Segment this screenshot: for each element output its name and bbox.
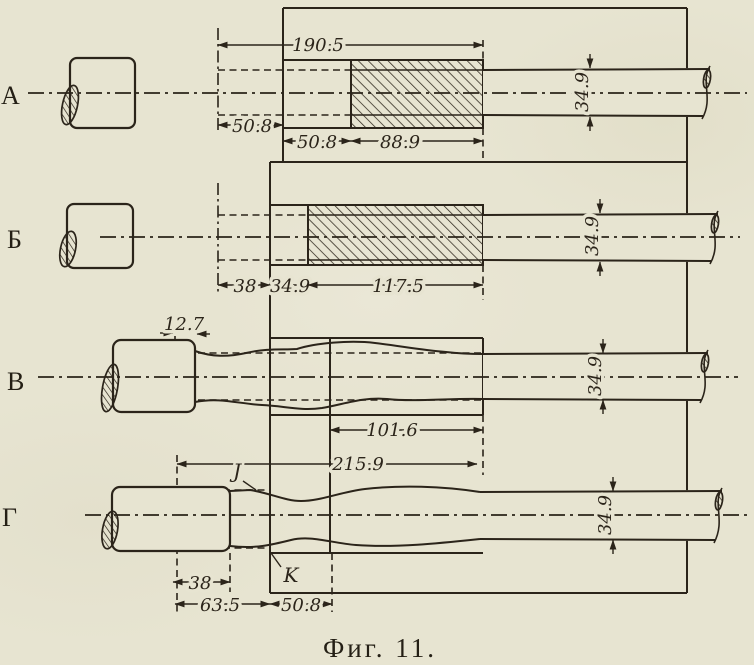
dim-row-a-total: 190.5 — [292, 35, 344, 56]
dim-row-v-length: 101.6 — [366, 420, 418, 441]
dim-row-v-tip: 12.7 — [163, 314, 205, 335]
row-label-g: Г — [2, 503, 18, 532]
dim-row-a-seg2: 88.9 — [379, 132, 421, 153]
dim-row-g-a: 38 — [188, 573, 212, 594]
figure-caption: Фиг. 11. — [322, 633, 438, 663]
row-v-rough-profile — [195, 342, 483, 409]
row-label-b: Б — [7, 225, 22, 254]
dim-row-b-seg2: 117.5 — [372, 276, 424, 297]
dim-row-b-offset: 38 — [233, 276, 257, 297]
dim-row-b-diameter: 34.9 — [582, 215, 603, 257]
dim-row-a-offset: 50.8 — [231, 116, 273, 137]
dim-row-g-c: 50.8 — [280, 595, 322, 616]
dim-row-g-total: 215.9 — [332, 454, 384, 475]
row-g-rough-profile — [230, 487, 480, 547]
annotation-j: J — [232, 459, 242, 483]
row-labels — [1, 81, 24, 532]
dim-row-a-diameter: 34.9 — [572, 71, 593, 113]
row-label-v: В — [7, 367, 25, 396]
row-b-workpiece — [270, 205, 483, 265]
row-b-stock — [57, 204, 133, 268]
centerlines — [28, 93, 748, 515]
annotation-k: K — [283, 563, 299, 587]
row-label-a: А — [1, 81, 20, 110]
dim-row-a-seg1: 50.8 — [296, 132, 338, 153]
dim-row-g-diameter: 34.9 — [595, 494, 616, 536]
dim-row-g-b: 63.5 — [199, 595, 241, 616]
dim-row-v-diameter: 34.9 — [585, 355, 606, 397]
row-g-stock — [99, 487, 230, 551]
dim-row-b-seg1: 34.9 — [269, 276, 311, 297]
